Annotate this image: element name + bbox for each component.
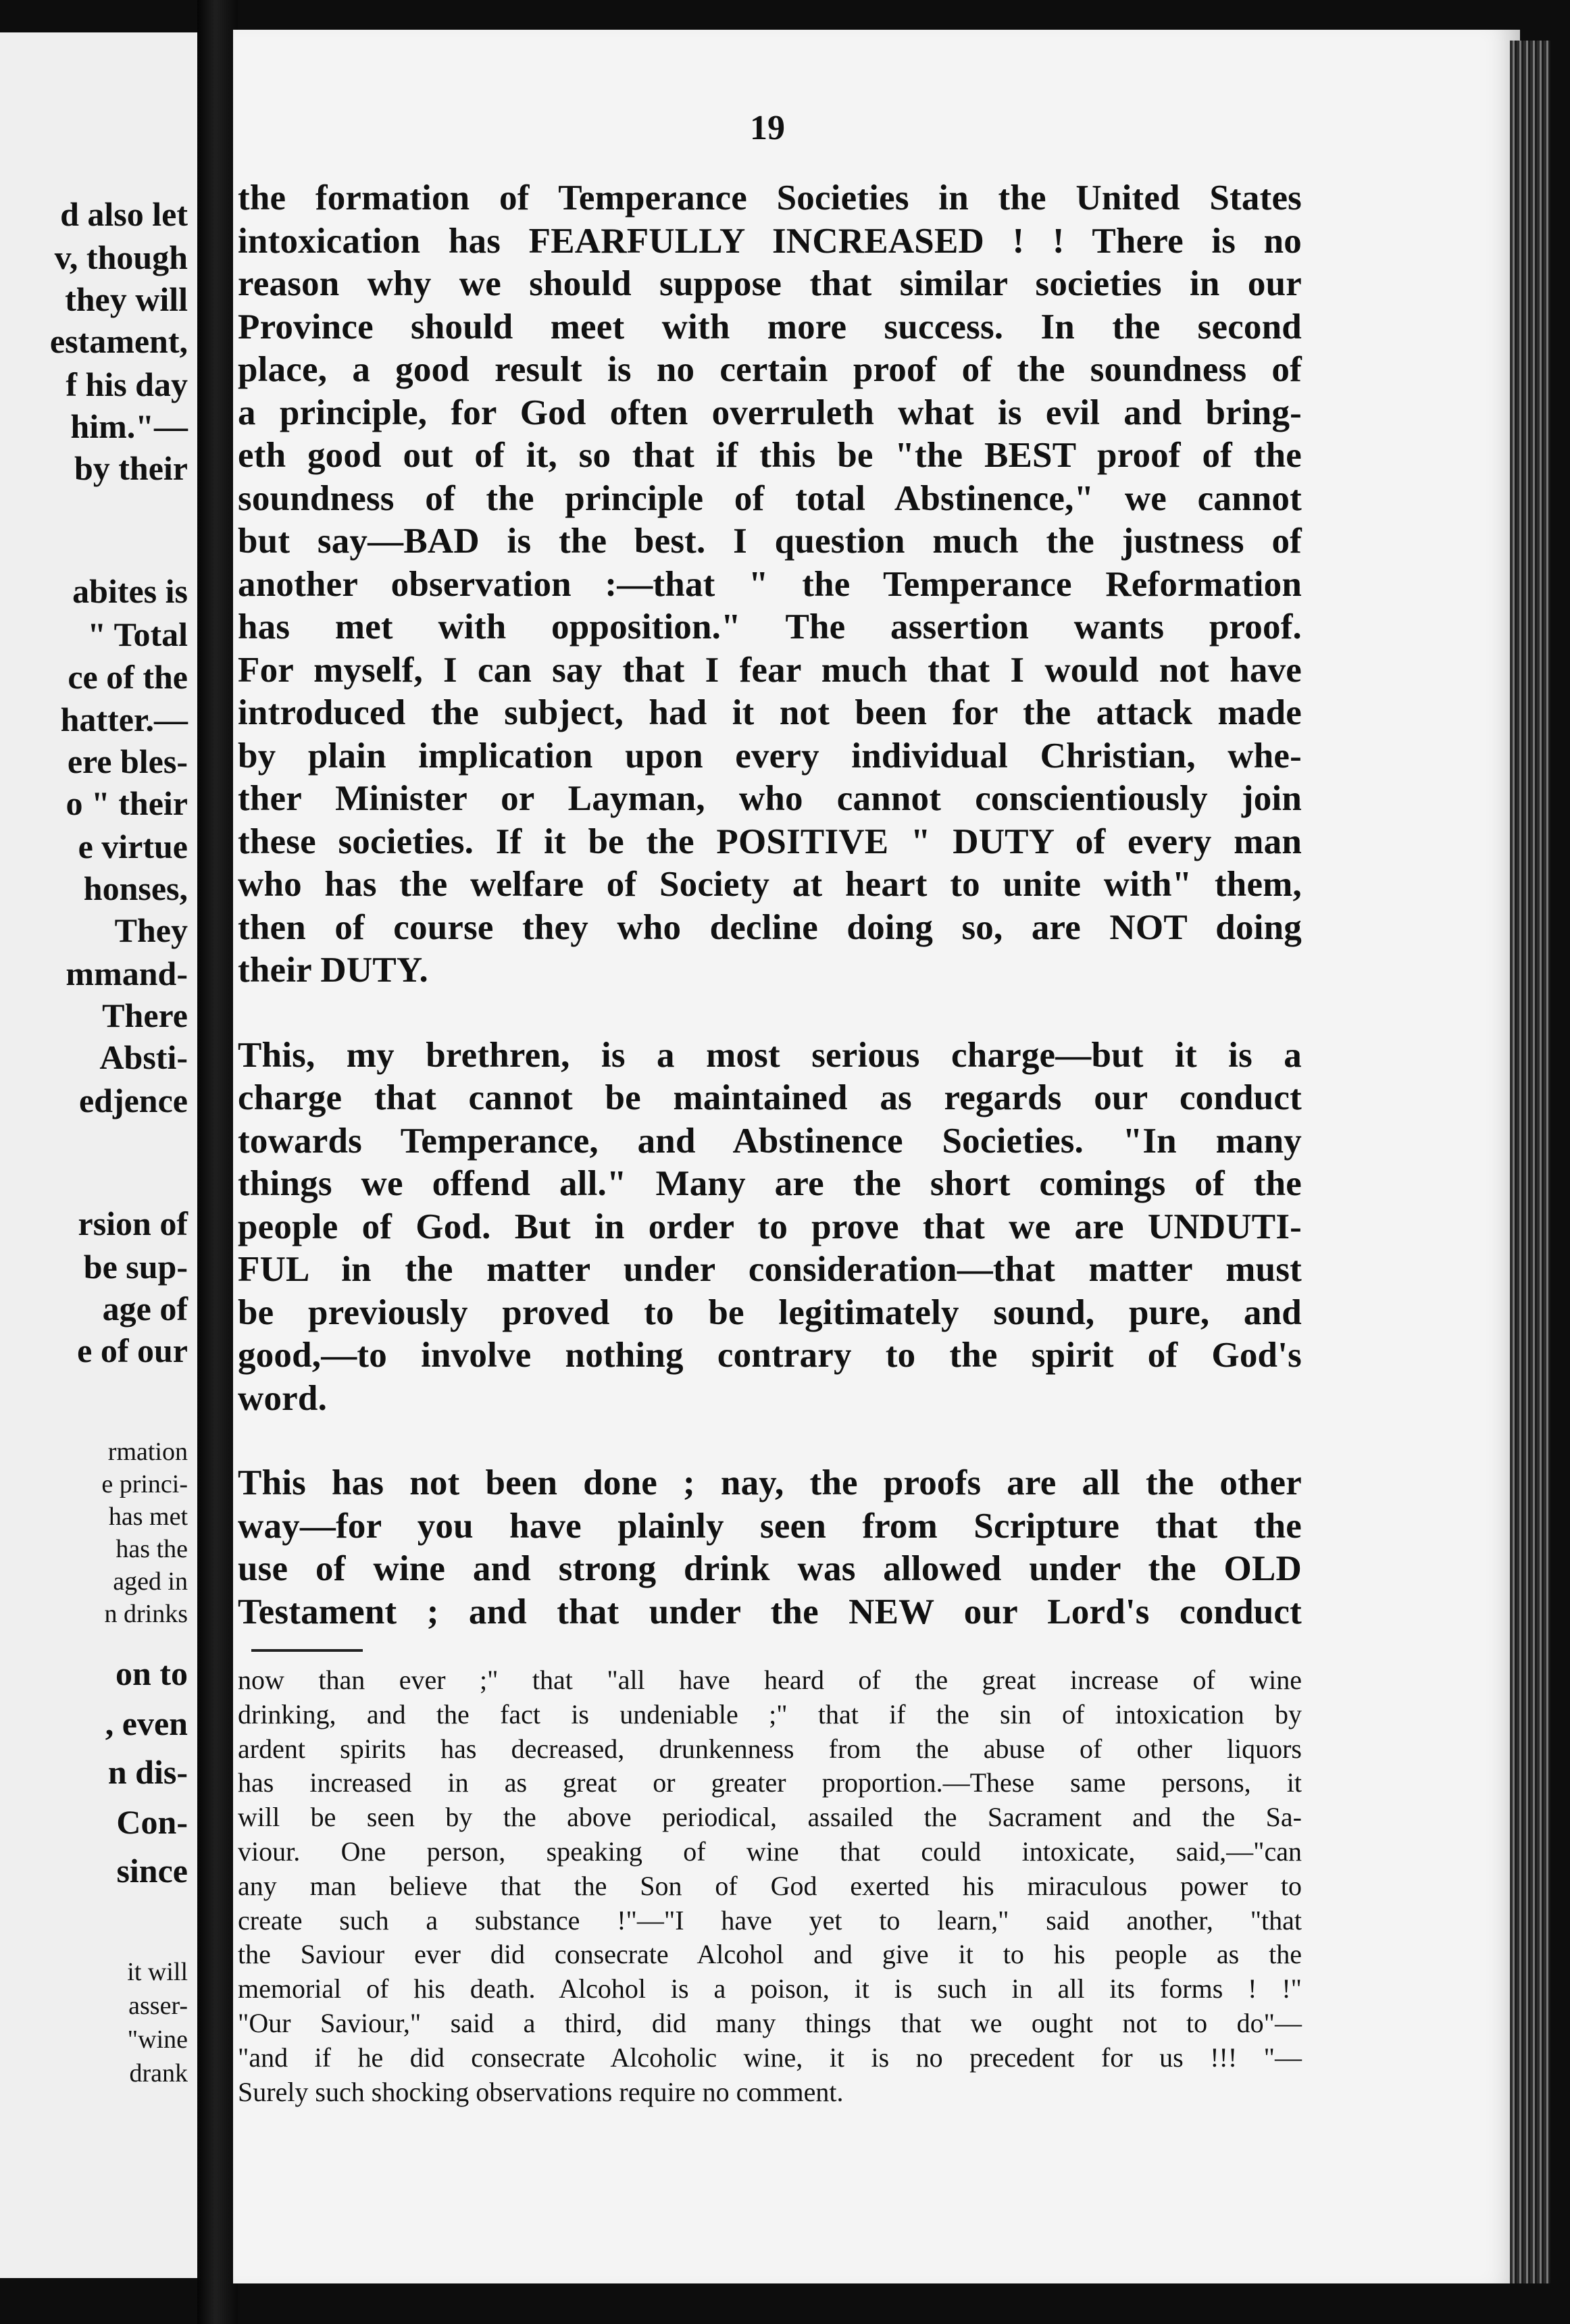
left-page-fragment: d also let	[60, 195, 188, 233]
book-binding	[197, 0, 238, 2324]
footnote-line: the Saviour ever did consecrate Alcohol and give it to his people as the	[238, 1939, 1302, 1970]
body-text-line: word.	[238, 1378, 328, 1418]
left-page-fragment: n dis-	[107, 1753, 188, 1791]
body-text-line: Province should meet with more success. In the second	[238, 307, 1302, 347]
footnote-line: now than ever ;" that "all have heard of the great increase of wine	[238, 1665, 1302, 1695]
left-page-fragment: There	[102, 996, 188, 1034]
body-text-line: ther Minister or Layman, who cannot conscientiously join	[238, 779, 1302, 818]
body-text-line: intoxication has FEARFULLY INCREASED ! ! There is no	[238, 221, 1302, 261]
body-text-line: eth good out of it, so that if this be "the BEST proof of the	[238, 436, 1302, 475]
left-page-fragment: e princi-	[101, 1470, 188, 1498]
body-text-line: FUL in the matter under consideration—that matter must	[238, 1250, 1302, 1289]
left-page-fragment: aged in	[113, 1567, 188, 1596]
left-page-fragment: has met	[108, 1502, 188, 1531]
left-page-fragment: "wine	[127, 2025, 188, 2054]
left-page-fragment: " Total	[87, 615, 188, 653]
left-page-fragment: ce of the	[68, 658, 188, 696]
left-page-fragment: honses,	[83, 869, 188, 907]
left-page-fragment: edjence	[78, 1082, 188, 1119]
left-page-fragment: They	[114, 911, 188, 949]
left-page-fragment: e of our	[77, 1332, 188, 1369]
body-text-line: their DUTY.	[238, 951, 428, 990]
left-page-fragment: asser-	[128, 1992, 188, 2020]
body-text-line: has met with opposition." The assertion wants proof.	[238, 607, 1302, 647]
footnote-line: has increased in as great or greater proportion.—These same persons, it	[238, 1767, 1302, 1798]
left-page-fragment: it will	[127, 1958, 188, 1986]
body-text-line: Testament ; and that under the NEW our Lord's conduct	[238, 1592, 1302, 1632]
left-page-fragment: they will	[65, 280, 188, 318]
left-page-fragment: rmation	[107, 1438, 188, 1466]
left-page-fragment: n drinks	[104, 1600, 188, 1628]
body-text-line: the formation of Temperance Societies in the United States	[238, 178, 1302, 218]
main-text	[238, 177, 1302, 1634]
left-page-fragment: since	[116, 1852, 188, 1890]
footnote-line: "and if he did consecrate Alcoholic wine, it is no precedent for us !!! "—	[238, 2042, 1302, 2073]
left-page-fragment: Absti-	[99, 1038, 188, 1076]
page-number: 19	[750, 109, 785, 147]
left-page-fragment: v, though	[54, 238, 188, 276]
left-page-fragment: ere bles-	[67, 742, 188, 780]
body-text-line: use of wine and strong drink was allowed under the OLD	[238, 1549, 1302, 1588]
body-text-line: people of God. But in order to prove that we are UNDUTI-	[238, 1207, 1302, 1246]
footnote-line: viour. One person, speaking of wine that could intoxicate, said,—"can	[238, 1836, 1302, 1867]
body-text-line: For myself, I can say that I fear much that I would not have	[238, 650, 1302, 690]
body-text-line: who has the welfare of Society at heart to unite with" them,	[238, 865, 1302, 904]
left-page-fragment: by their	[74, 449, 188, 487]
footnote-line: ardent spirits has decreased, drunkenness from the abuse of other liquors	[238, 1733, 1302, 1764]
left-page-fragment: has the	[116, 1535, 188, 1563]
footnote-line: drinking, and the fact is undeniable ;" that if the sin of intoxication by	[238, 1698, 1302, 1729]
body-text-line: way—for you have plainly seen from Scripture that the	[238, 1506, 1302, 1546]
left-page-fragment: , even	[105, 1704, 188, 1742]
left-page-fragment: mmand-	[66, 955, 188, 992]
body-text-line: place, a good result is no certain proof of the soundness of	[238, 350, 1302, 389]
footnote-line: "Our Saviour," said a third, did many things that we ought not to do"—	[238, 2007, 1302, 2038]
body-text-line: soundness of the principle of total Abstinence," we cannot	[238, 478, 1302, 518]
body-text-line: charge that cannot be maintained as regards our conduct	[238, 1078, 1302, 1117]
left-page-fragment: estament,	[49, 322, 188, 360]
body-text-line: a principle, for God often overruleth what is evil and bring-	[238, 393, 1302, 432]
footnote-line: create such a substance !"—"I have yet to learn," said another, "that	[238, 1904, 1302, 1936]
body-text-line: but say—BAD is the best. I question much the justness of	[238, 522, 1302, 561]
footnote-line: memorial of his death. Alcohol is a poison, it is such in all its forms ! !"	[238, 1973, 1302, 2004]
left-page-fragment: hatter.—	[60, 701, 188, 738]
body-text-line: these societies. If it be the POSITIVE " DUTY of every man	[238, 822, 1302, 861]
body-text-line: another observation :—that " the Temperance Reformation	[238, 564, 1302, 604]
body-text-line: introduced the subject, had it not been for the attack made	[238, 693, 1302, 732]
left-page-fragment: o " their	[66, 784, 188, 822]
footnote	[238, 1663, 1302, 2109]
body-text-line: by plain implication upon every individual Christian, whe-	[238, 736, 1302, 776]
body-text-line: things we offend all." Many are the short comings of the	[238, 1164, 1302, 1203]
body-text-line: then of course they who decline doing so, are NOT doing	[238, 907, 1302, 947]
left-page-fragment: drank	[129, 2059, 188, 2088]
body-text-line: good,—to involve nothing contrary to the spirit of God's	[238, 1336, 1302, 1375]
body-text-line: be previously proved to be legitimately sound, pure, and	[238, 1292, 1302, 1332]
left-page	[0, 32, 197, 2278]
footnote-line: Surely such shocking observations require no comment.	[238, 2076, 844, 2107]
left-page-fragment: abites is	[72, 572, 188, 610]
body-text-line: This, my brethren, is a most serious charge—but it is a	[238, 1035, 1302, 1075]
left-page-fragment: be sup-	[83, 1248, 188, 1286]
left-page-fragment: Con-	[116, 1803, 188, 1841]
page-edges	[1510, 41, 1550, 2283]
left-page-fragment: rsion of	[78, 1205, 188, 1242]
body-text-line: reason why we should suppose that similar societies in our	[238, 264, 1302, 303]
left-page-fragment: on to	[116, 1654, 188, 1692]
footnote-line: will be seen by the above periodical, assailed the Sacrament and the Sa-	[238, 1802, 1302, 1833]
body-text-line: This has not been done ; nay, the proofs are all the other	[238, 1463, 1302, 1502]
footnote-line: any man believe that the Son of God exerted his miraculous power to	[238, 1870, 1302, 1901]
left-page-fragment: him."—	[70, 407, 188, 445]
footnote-rule	[251, 1649, 363, 1652]
left-page-fragment: age of	[102, 1290, 188, 1328]
left-page-fragment: e virtue	[78, 828, 188, 865]
body-text-line: towards Temperance, and Abstinence Societies. "In many	[238, 1121, 1302, 1161]
left-page-fragment: f his day	[66, 365, 188, 403]
